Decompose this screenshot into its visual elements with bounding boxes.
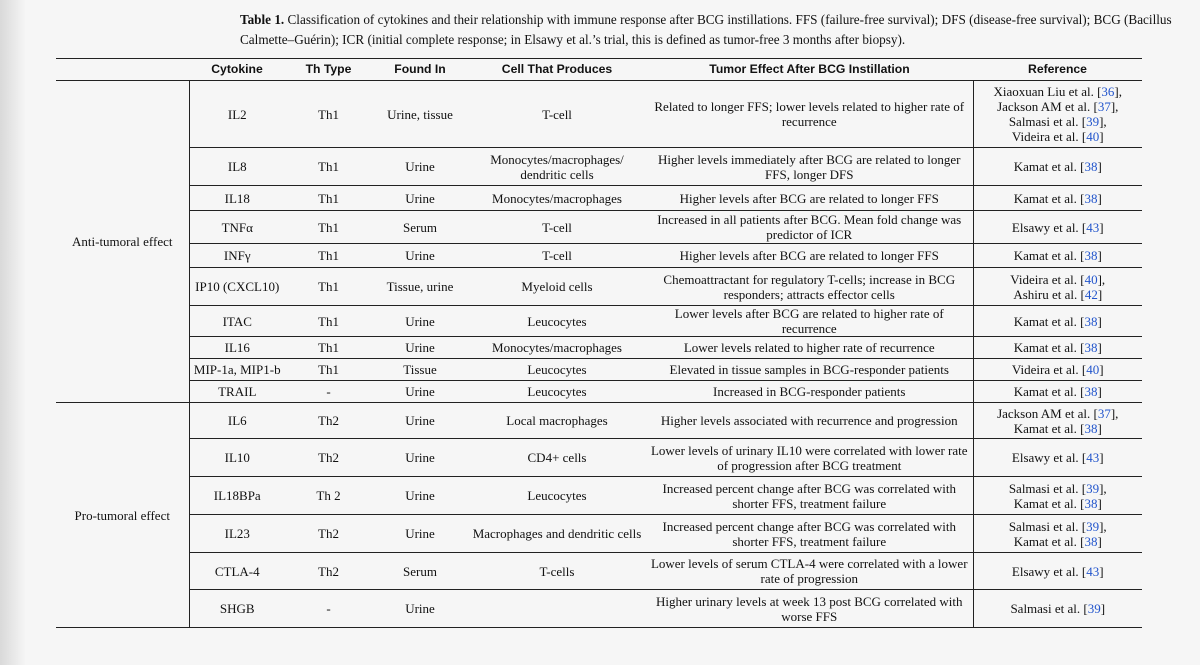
tumor-effect-cell: Higher levels associated with recurrence and progression [646, 403, 973, 439]
reference-suffix: ] [1097, 533, 1102, 549]
producing-cell: Monocytes/macrophages [468, 337, 646, 359]
reference-cell [973, 148, 1142, 186]
citation-link[interactable]: 39 [1086, 114, 1100, 129]
citation-link[interactable]: 36 [1101, 84, 1115, 99]
reference-author: Kamat et al. [ [1013, 533, 1085, 549]
group-label: Anti-tumoral effect [56, 81, 189, 403]
th-type-cell: Th1 [285, 186, 372, 211]
table-row [56, 590, 1142, 628]
reference-entry [978, 450, 1139, 465]
producing-cell: Macrophages and dendritic cells [468, 515, 646, 553]
cytokine-cell: IL10 [189, 439, 285, 477]
reference-entry [978, 406, 1139, 421]
found-in-cell: Urine [372, 306, 468, 337]
reference-entry [978, 534, 1139, 549]
citation-link[interactable]: 38 [1084, 313, 1098, 329]
reference-cell [973, 477, 1142, 515]
found-in-cell: Urine [372, 381, 468, 403]
table-caption [240, 10, 1185, 50]
th-type-cell: Th1 [285, 359, 372, 381]
reference-suffix: ] [1099, 129, 1104, 144]
tumor-effect-cell: Increased in BCG-responder patients [646, 381, 973, 403]
reference-suffix: ], [1110, 405, 1119, 421]
reference-suffix: ], [1110, 99, 1119, 114]
producing-cell: Leucocytes [468, 477, 646, 515]
reference-entry [978, 564, 1139, 579]
citation-link[interactable]: 38 [1084, 248, 1098, 263]
reference-entry [978, 481, 1139, 496]
found-in-cell: Urine [372, 244, 468, 268]
found-in-cell: Urine [372, 403, 468, 439]
producing-cell [468, 590, 646, 628]
col-header-tumor-effect: Tumor Effect After BCG Instillation [646, 59, 973, 81]
reference-author: Kamat et al. [ [1013, 248, 1085, 263]
reference-suffix: ] [1100, 601, 1106, 616]
found-in-cell: Urine [372, 590, 468, 628]
citation-link[interactable]: 42 [1084, 286, 1098, 302]
reference-cell [973, 211, 1142, 244]
reference-entry [978, 601, 1139, 616]
citation-link[interactable]: 43 [1086, 563, 1100, 579]
producing-cell: CD4+ cells [468, 439, 646, 477]
cytokine-cell: CTLA-4 [189, 553, 285, 590]
reference-author: Kamat et al. [ [1013, 313, 1085, 329]
table-row [56, 148, 1142, 186]
reference-suffix: ] [1097, 286, 1103, 302]
reference-suffix: ], [1099, 480, 1107, 496]
cytokine-cell: IL2 [189, 81, 285, 148]
caption-text: Classification of cytokines and their relationship with immune response after BCG instillations. FFS (failure-free survival); DFS (disease-free survival); BCG (Bacillus Calmette–Guérin); ICR (initial complete response; in Elsawy et al.’s trial, this is defined as tumor-free 3 months after biopsy). [240, 12, 1172, 47]
tumor-effect-cell: Elevated in tissue samples in BCG-responder patients [646, 359, 973, 381]
reference-author: Videira et al. [ [1011, 129, 1087, 144]
tumor-effect-cell: Higher levels after BCG are related to longer FFS [646, 244, 973, 268]
table-row [56, 244, 1142, 268]
found-in-cell: Serum [372, 211, 468, 244]
citation-link[interactable]: 37 [1097, 405, 1111, 421]
reference-suffix: ] [1099, 362, 1104, 377]
table-row [56, 553, 1142, 590]
cytokine-cell: IL16 [189, 337, 285, 359]
cytokine-cell: MIP-1a, MIP1-b [189, 359, 285, 381]
cytokine-cell: IL8 [189, 148, 285, 186]
reference-entry [978, 114, 1139, 129]
col-header-found-in: Found In [372, 59, 468, 81]
th-type-cell: Th2 [285, 403, 372, 439]
reference-suffix: ] [1097, 495, 1102, 511]
reference-suffix: ], [1099, 114, 1107, 129]
found-in-cell: Urine [372, 186, 468, 211]
reference-author: Jackson AM et al. [ [997, 99, 1098, 114]
reference-entry [978, 496, 1139, 511]
th-type-cell: Th1 [285, 337, 372, 359]
reference-entry [978, 340, 1139, 355]
caption-label: Table 1. [240, 12, 285, 27]
reference-author: Salmasi et al. [ [1008, 518, 1087, 534]
th-type-cell: Th1 [285, 244, 372, 268]
reference-suffix: ] [1097, 313, 1102, 329]
reference-entry [978, 191, 1139, 206]
cytokine-cell: IP10 (CXCL10) [189, 268, 285, 306]
tumor-effect-cell: Increased percent change after BCG was correlated with shorter FFS, treatment failure [646, 515, 973, 553]
reference-author: Videira et al. [ [1011, 362, 1087, 377]
reference-author: Kamat et al. [ [1013, 159, 1085, 174]
found-in-cell: Urine [372, 515, 468, 553]
th-type-cell: Th1 [285, 306, 372, 337]
producing-cell: T-cell [468, 81, 646, 148]
th-type-cell: Th1 [285, 148, 372, 186]
tumor-effect-cell: Higher levels immediately after BCG are related to longer FFS, longer DFS [646, 148, 973, 186]
tumor-effect-cell: Higher levels after BCG are related to longer FFS [646, 186, 973, 211]
tumor-effect-cell: Higher urinary levels at week 13 post BCG correlated with worse FFS [646, 590, 973, 628]
found-in-cell: Tissue, urine [372, 268, 468, 306]
citation-link[interactable]: 38 [1084, 159, 1098, 174]
cytokine-cell: ITAC [189, 306, 285, 337]
reference-cell [973, 81, 1142, 148]
producing-cell: Local macrophages [468, 403, 646, 439]
reference-cell [973, 515, 1142, 553]
reference-entry [978, 362, 1139, 377]
reference-entry [978, 129, 1139, 144]
col-header-th-type: Th Type [285, 59, 372, 81]
reference-cell [973, 337, 1142, 359]
reference-entry [978, 84, 1139, 99]
reference-cell [973, 439, 1142, 477]
reference-suffix: ] [1097, 340, 1102, 355]
citation-link[interactable]: 40 [1086, 129, 1100, 144]
found-in-cell: Urine, tissue [372, 81, 468, 148]
table-row [56, 403, 1142, 439]
found-in-cell: Urine [372, 477, 468, 515]
table-row [56, 515, 1142, 553]
reference-author: Elsawy et al. [ [1011, 219, 1087, 235]
citation-link[interactable]: 38 [1084, 340, 1098, 355]
reference-entry [978, 220, 1139, 235]
tumor-effect-cell: Lower levels related to higher rate of recurrence [646, 337, 973, 359]
reference-author: Jackson AM et al. [ [997, 405, 1098, 421]
citation-link[interactable]: 43 [1086, 219, 1100, 235]
reference-cell [973, 268, 1142, 306]
tumor-effect-cell: Chemoattractant for regulatory T-cells; increase in BCG responders; attracts effector cells [646, 268, 973, 306]
cytokine-cell: IL18BPa [189, 477, 285, 515]
reference-cell [973, 244, 1142, 268]
cytokine-cell: TNFα [189, 211, 285, 244]
cytokine-cell: IL18 [189, 186, 285, 211]
cytokine-cell: IL6 [189, 403, 285, 439]
table-row [56, 477, 1142, 515]
tumor-effect-cell: Increased percent change after BCG was correlated with shorter FFS, treatment failure [646, 477, 973, 515]
group-header [56, 59, 189, 81]
found-in-cell: Serum [372, 553, 468, 590]
reference-author: Videira et al. [ [1010, 271, 1085, 287]
reference-suffix: ], [1097, 271, 1106, 287]
producing-cell: Leucocytes [468, 359, 646, 381]
producing-cell: T-cells [468, 553, 646, 590]
citation-link[interactable]: 43 [1086, 450, 1100, 465]
cytokine-cell: IL23 [189, 515, 285, 553]
citation-link[interactable]: 40 [1086, 362, 1100, 377]
tumor-effect-cell: Increased in all patients after BCG. Mean fold change was predictor of ICR [646, 211, 973, 244]
th-type-cell: Th2 [285, 515, 372, 553]
citation-link[interactable]: 38 [1084, 420, 1098, 436]
citation-link[interactable]: 38 [1084, 384, 1098, 399]
producing-cell: Myeloid cells [468, 268, 646, 306]
tumor-effect-cell: Lower levels after BCG are related to higher rate of recurrence [646, 306, 973, 337]
page-edge-shadow [0, 0, 26, 665]
reference-entry [978, 287, 1139, 302]
table-row [56, 306, 1142, 337]
reference-entry [978, 421, 1139, 436]
citation-link[interactable]: 39 [1086, 480, 1100, 496]
reference-author: Xiaoxuan Liu et al. [ [993, 84, 1102, 99]
reference-entry [978, 384, 1139, 399]
reference-author: Ashiru et al. [ [1013, 286, 1085, 302]
found-in-cell: Urine [372, 439, 468, 477]
citation-link[interactable]: 37 [1097, 99, 1111, 114]
reference-cell [973, 403, 1142, 439]
citation-link[interactable]: 39 [1087, 601, 1101, 616]
reference-entry [978, 314, 1139, 329]
reference-entry [978, 272, 1139, 287]
th-type-cell: Th1 [285, 268, 372, 306]
th-type-cell: Th 2 [285, 477, 372, 515]
producing-cell: T-cell [468, 244, 646, 268]
table-row [56, 211, 1142, 244]
th-type-cell: - [285, 590, 372, 628]
col-header-cell: Cell That Produces [468, 59, 646, 81]
producing-cell: Leucocytes [468, 381, 646, 403]
cytokine-cell: TRAIL [189, 381, 285, 403]
producing-cell: Monocytes/macrophages/ dendritic cells [468, 148, 646, 186]
tumor-effect-cell: Lower levels of serum CTLA-4 were correlated with a lower rate of progression [646, 553, 973, 590]
reference-suffix: ] [1097, 190, 1102, 206]
citation-link[interactable]: 38 [1084, 190, 1098, 206]
tumor-effect-cell: Lower levels of urinary IL10 were correlated with lower rate of progression after BCG treatment [646, 439, 973, 477]
reference-author: Kamat et al. [ [1013, 190, 1085, 206]
table-row [56, 81, 1142, 148]
reference-entry [978, 519, 1139, 534]
reference-suffix: ], [1099, 518, 1107, 534]
reference-entry [978, 248, 1139, 263]
reference-cell [973, 381, 1142, 403]
col-header-cytokine: Cytokine [189, 59, 285, 81]
reference-cell [973, 359, 1142, 381]
reference-suffix: ], [1114, 84, 1123, 99]
producing-cell: Monocytes/macrophages [468, 186, 646, 211]
citation-link[interactable]: 40 [1084, 271, 1098, 287]
found-in-cell: Urine [372, 337, 468, 359]
cytokine-cell: INFγ [189, 244, 285, 268]
reference-cell [973, 306, 1142, 337]
reference-author: Kamat et al. [ [1013, 384, 1085, 399]
reference-author: Salmasi et al. [ [1008, 480, 1087, 496]
reference-author: Kamat et al. [ [1013, 340, 1085, 355]
reference-author: Salmasi et al. [ [1008, 114, 1087, 129]
reference-author: Salmasi et al. [ [1010, 601, 1088, 616]
table-row [56, 381, 1142, 403]
group-label: Pro-tumoral effect [56, 403, 189, 628]
table-row [56, 186, 1142, 211]
tumor-effect-cell: Related to longer FFS; lower levels related to higher rate of recurrence [646, 81, 973, 148]
reference-author: Kamat et al. [ [1013, 495, 1085, 511]
citation-link[interactable]: 38 [1084, 533, 1098, 549]
producing-cell: T-cell [468, 211, 646, 244]
th-type-cell: Th2 [285, 553, 372, 590]
th-type-cell: - [285, 381, 372, 403]
th-type-cell: Th1 [285, 81, 372, 148]
cytokine-cell: SHGB [189, 590, 285, 628]
table-row [56, 337, 1142, 359]
reference-suffix: ] [1097, 248, 1102, 263]
producing-cell: Leucocytes [468, 306, 646, 337]
reference-cell [973, 590, 1142, 628]
table-row [56, 268, 1142, 306]
table-header-row [56, 59, 1142, 81]
reference-author: Elsawy et al. [ [1011, 450, 1087, 465]
reference-author: Elsawy et al. [ [1011, 563, 1087, 579]
cytokine-table [56, 58, 1142, 628]
table-row [56, 359, 1142, 381]
reference-suffix: ] [1099, 219, 1104, 235]
citation-link[interactable]: 38 [1084, 495, 1098, 511]
citation-link[interactable]: 39 [1086, 518, 1100, 534]
th-type-cell: Th2 [285, 439, 372, 477]
reference-suffix: ] [1097, 159, 1102, 174]
reference-author: Kamat et al. [ [1013, 420, 1085, 436]
reference-suffix: ] [1097, 384, 1102, 399]
found-in-cell: Urine [372, 148, 468, 186]
reference-cell [973, 186, 1142, 211]
reference-entry [978, 159, 1139, 174]
table-row [56, 439, 1142, 477]
found-in-cell: Tissue [372, 359, 468, 381]
reference-suffix: ] [1097, 420, 1102, 436]
reference-suffix: ] [1099, 450, 1104, 465]
reference-suffix: ] [1099, 563, 1104, 579]
col-header-reference: Reference [973, 59, 1142, 81]
reference-cell [973, 553, 1142, 590]
reference-entry [978, 99, 1139, 114]
th-type-cell: Th1 [285, 211, 372, 244]
